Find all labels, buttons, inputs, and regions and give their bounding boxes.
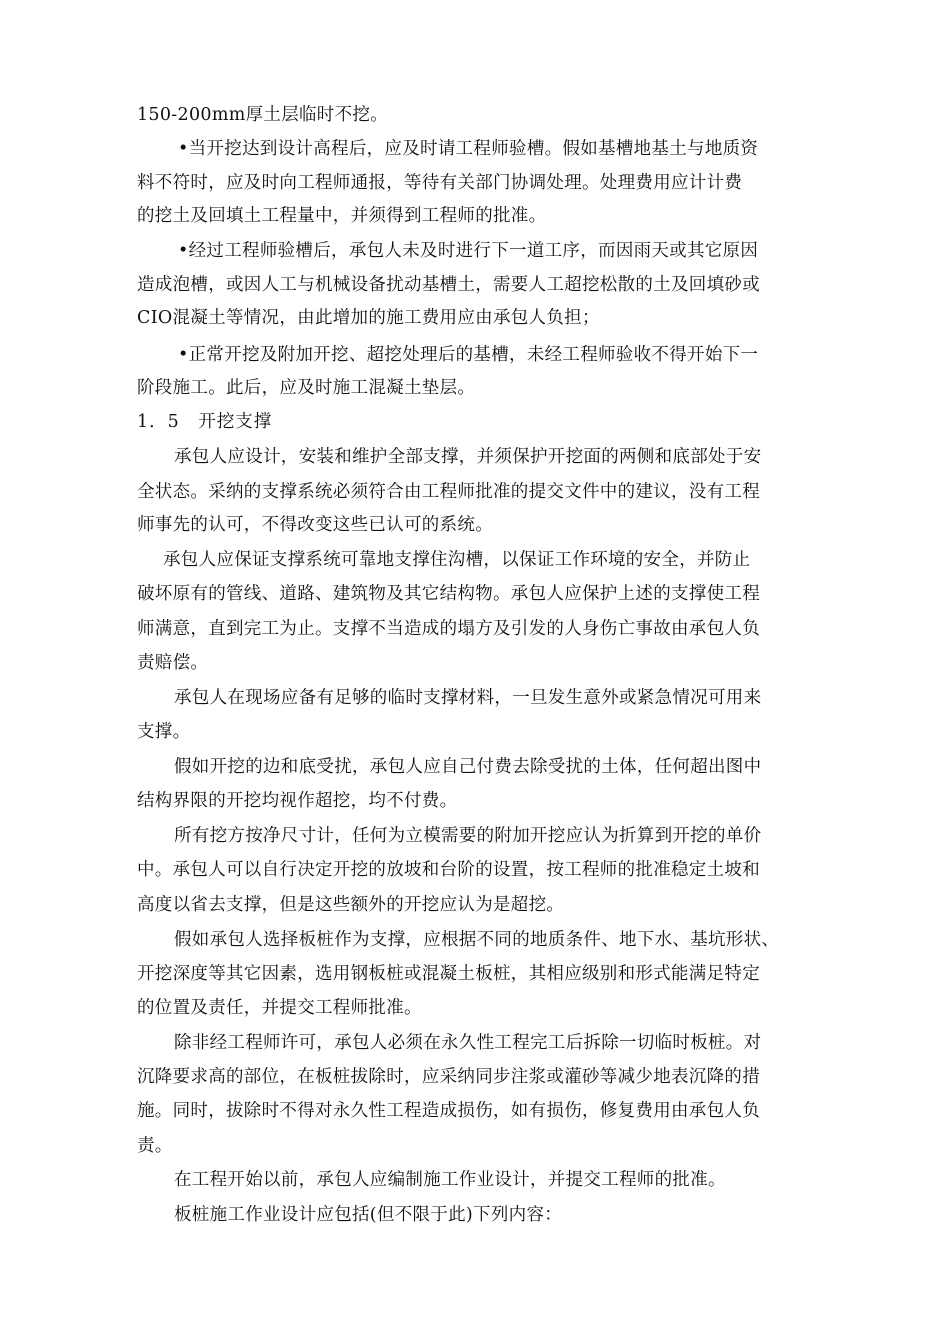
- text-line: 施。同时，拔除时不得对永久性工程造成损伤，如有损伤，修复费用由承包人负: [137, 1101, 760, 1121]
- section-heading: 1．5 开挖支撑: [137, 412, 273, 432]
- text-line: 破坏原有的管线、道路、建筑物及其它结构物。承包人应保护上述的支撑使工程: [137, 584, 760, 604]
- text-line: 除非经工程师许可，承包人必须在永久性工程完工后拆除一切临时板桩。对: [174, 1033, 762, 1053]
- text-line: 责。: [137, 1136, 173, 1156]
- text-line: CIO混凝土等情况，由此增加的施工费用应由承包人负担；: [137, 308, 600, 328]
- text-line: 在工程开始以前，承包人应编制施工作业设计，并提交工程师的批准。: [174, 1170, 726, 1190]
- text-line: 料不符时，应及时向工程师通报，等待有关部门协调处理。处理费用应计计费: [137, 173, 743, 193]
- text-line: 承包人应保证支撑系统可靠地支撑住沟槽，以保证工作环境的安全，并防止: [163, 550, 751, 570]
- text-line: 150-200mm厚土层临时不挖。: [137, 105, 389, 125]
- text-line: 承包人应设计，安装和维护全部支撑，并须保护开挖面的两侧和底部处于安: [174, 447, 762, 467]
- text-line: 责赔偿。: [137, 653, 209, 673]
- text-line: 结构界限的开挖均视作超挖，均不付费。: [137, 791, 458, 811]
- text-line: 的挖土及回填土工程量中，并须得到工程师的批准。: [137, 206, 547, 226]
- text-line: 支撑。: [137, 722, 191, 742]
- text-line: 板桩施工作业设计应包括(但不限于此)下列内容：: [174, 1205, 563, 1225]
- text-line: 沉降要求高的部位，在板桩拔除时，应采纳同步注浆或灌砂等减少地表沉降的措: [137, 1067, 760, 1087]
- text-line: 所有挖方按净尺寸计，任何为立模需要的附加开挖应认为折算到开挖的单价: [174, 826, 762, 846]
- text-line: 假如承包人选择板桩作为支撑，应根据不同的地质条件、地下水、基坑形状、: [174, 930, 780, 950]
- text-line: 阶段施工。此后，应及时施工混凝土垫层。: [137, 378, 476, 398]
- text-line: 承包人在现场应备有足够的临时支撑材料，一旦发生意外或紧急情况可用来: [174, 688, 762, 708]
- bullet-line: •正常开挖及附加开挖、超挖处理后的基槽，未经工程师验收不得开始下一: [178, 345, 759, 365]
- bullet-line: •当开挖达到设计高程后，应及时请工程师验槽。假如基槽地基土与地质资: [178, 139, 759, 159]
- text-line: 中。承包人可以自行决定开挖的放坡和台阶的设置，按工程师的批准稳定土坡和: [137, 860, 760, 880]
- text-line: 师事先的认可，不得改变这些已认可的系统。: [137, 515, 493, 535]
- text-line: 的位置及责任，并提交工程师批准。: [137, 998, 422, 1018]
- text-line: 开挖深度等其它因素，选用钢板桩或混凝土板桩，其相应级别和形式能满足特定: [137, 964, 760, 984]
- bullet-line: •经过工程师验槽后，承包人未及时进行下一道工序，而因雨天或其它原因: [178, 241, 759, 261]
- text-line: 高度以省去支撑，但是这些额外的开挖应认为是超挖。: [137, 895, 565, 915]
- text-line: 师满意，直到完工为止。支撑不当造成的塌方及引发的人身伤亡事故由承包人负: [137, 619, 760, 639]
- text-line: 全状态。采纳的支撑系统必须符合由工程师批准的提交文件中的建议，没有工程: [137, 482, 760, 502]
- text-line: 造成泡槽，或因人工与机械设备扰动基槽土，需要人工超挖松散的土及回填砂或: [137, 275, 760, 295]
- text-line: 假如开挖的边和底受扰，承包人应自己付费去除受扰的土体，任何超出图中: [174, 757, 762, 777]
